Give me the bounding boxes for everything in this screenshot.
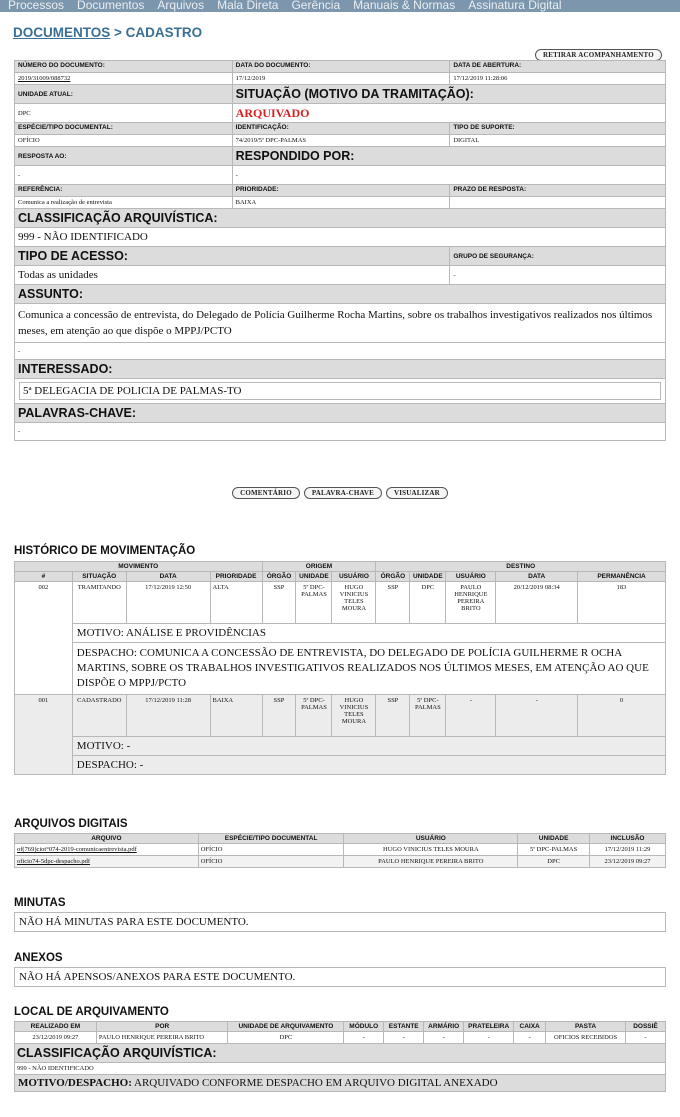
cell: PAULO HENRIQUE PEREIRA BRITO	[446, 582, 496, 624]
cell: 5ª DPC-PALMAS	[296, 582, 332, 624]
prioridade-value: BAIXA	[232, 197, 450, 209]
cell: HUGO VINICIUS TELES MOURA	[332, 582, 376, 624]
ident-value: 74/2019/5ª DPC-PALMAS	[232, 135, 450, 147]
col-pasta: PASTA	[546, 1022, 626, 1032]
col-num: #	[15, 572, 73, 582]
nav-documentos[interactable]: Documentos	[77, 0, 145, 12]
col-arquivo: ARQUIVO	[15, 834, 199, 844]
cell: -	[625, 1032, 665, 1044]
cell: 5ª DPC-PALMAS	[296, 695, 332, 737]
cell: -	[344, 1032, 384, 1044]
top-nav	[0, 0, 680, 12]
minutas-title: MINUTAS	[14, 897, 66, 909]
col-dossie: DOSSIÊ	[625, 1022, 665, 1032]
numero-link[interactable]: 2019/31009/088732	[18, 75, 71, 82]
cell: OFICIOS RECEBIDOS	[546, 1032, 626, 1044]
cell: DPC	[518, 856, 590, 868]
local-motivo	[15, 1075, 666, 1092]
group-destino: DESTINO	[376, 562, 666, 572]
document-details	[14, 60, 666, 441]
arquivo-link[interactable]: oficio74-5dpc-despacho.pdf	[17, 858, 91, 865]
acesso-label: TIPO DE ACESSO:	[15, 247, 450, 266]
cell: 5ª DPC-PALMAS	[518, 844, 590, 856]
suporte-label: TIPO DE SUPORTE:	[450, 123, 666, 135]
resposta-label: RESPOSTA AO:	[15, 147, 233, 166]
especie-value: OFÍCIO	[15, 135, 233, 147]
cell: DPC	[228, 1032, 344, 1044]
abertura-label: DATA DE ABERTURA:	[450, 61, 666, 73]
col-prioridade: PRIORIDADE	[210, 572, 262, 582]
classificacao-value: 999 - NÃO IDENTIFICADO	[15, 228, 666, 247]
motivo-text: MOTIVO: -	[72, 737, 665, 756]
prazo-value	[450, 197, 666, 209]
arquivos-table	[14, 833, 666, 868]
assunto-extra: -	[15, 343, 666, 360]
cell: CADASTRADO	[72, 695, 126, 737]
cell: 23/12/2019 09:27	[590, 856, 666, 868]
cell: 23/12/2019 09:27	[15, 1032, 97, 1044]
local-title: LOCAL DE ARQUIVAMENTO	[14, 1006, 169, 1018]
respondido-label: RESPONDIDO POR:	[232, 147, 665, 166]
cell: -	[384, 1032, 424, 1044]
despacho-text: DESPACHO: COMUNICA A CONCESSÃO DE ENTREVISTA, DO DELEGADO DE POLÍCIA GUILHERME R OCHA MARTINS, SOBRE OS TRABALHOS INVESTIGATIVOS REALIZADOS NOS ÚLTIMOS MESES, EM ATENÇÃO AO QUE DISPÕE O MPPJ/PCTO	[72, 643, 665, 695]
nav-processos[interactable]: Processos	[8, 0, 65, 12]
ident-label: IDENTIFICAÇÃO:	[232, 123, 450, 135]
respondido-value: -	[232, 166, 665, 185]
local-table	[14, 1021, 666, 1092]
table-row	[15, 695, 666, 737]
col-armario: ARMÁRIO	[424, 1022, 464, 1032]
cell: 183	[578, 582, 666, 624]
col-data: DATA	[126, 572, 210, 582]
referencia-label: REFERÊNCIA:	[15, 185, 233, 197]
situacao-value: ARQUIVADO	[235, 106, 310, 120]
col-unidade: UNIDADE	[518, 834, 590, 844]
nav-assinatura[interactable]: Assinatura Digital	[468, 0, 562, 12]
table-row	[15, 582, 666, 624]
prazo-label: PRAZO DE RESPOSTA:	[450, 185, 666, 197]
abertura-value: 17/12/2019 11:28:06	[450, 73, 666, 85]
arquivos-title: ARQUIVOS DIGITAIS	[14, 818, 128, 830]
col-orgao-origem: ÓRGÃO	[262, 572, 296, 582]
col-por: POR	[96, 1022, 228, 1032]
cell: 17/12/2019 12:50	[126, 582, 210, 624]
cell: SSP	[262, 582, 296, 624]
cell: -	[464, 1032, 514, 1044]
grupo-label: GRUPO DE SEGURANÇA:	[450, 247, 666, 266]
cell: PAULO HENRIQUE PEREIRA BRITO	[96, 1032, 228, 1044]
historico-title: HISTÓRICO DE MOVIMENTAÇÃO	[14, 545, 196, 557]
assunto-label: ASSUNTO:	[15, 285, 666, 304]
anexos-title: ANEXOS	[14, 952, 63, 964]
historico-table	[14, 561, 666, 775]
col-permanencia: PERMANÊNCIA	[578, 572, 666, 582]
local-classif-label: CLASSIFICAÇÃO ARQUIVÍSTICA:	[15, 1044, 666, 1063]
cell: 17/12/2019 11:29	[590, 844, 666, 856]
breadcrumb-documentos-link[interactable]: DOCUMENTOS	[13, 25, 111, 40]
resposta-value: -	[15, 166, 233, 185]
cell: 20/12/2019 08:34	[496, 582, 578, 624]
palavras-value: -	[15, 423, 666, 441]
cell: -	[446, 695, 496, 737]
cell: BAIXA	[210, 695, 262, 737]
comentario-button[interactable]: COMENTÁRIO	[232, 487, 300, 499]
local-motivo-label: MOTIVO/DESPACHO:	[18, 1077, 132, 1089]
cell: 001	[15, 695, 73, 775]
table-row	[15, 844, 666, 856]
cell: HUGO VINICIUS TELES MOURA	[344, 844, 518, 856]
especie-label: ESPÉCIE/TIPO DOCUMENTAL:	[15, 123, 233, 135]
col-orgao-destino: ÓRGÃO	[376, 572, 410, 582]
cell: -	[514, 1032, 546, 1044]
table-row	[15, 856, 666, 868]
cell: PAULO HENRIQUE PEREIRA BRITO	[344, 856, 518, 868]
col-data-destino: DATA	[496, 572, 578, 582]
despacho-text: DESPACHO: -	[72, 756, 665, 775]
cell: HUGO VINICIUS TELES MOURA	[332, 695, 376, 737]
nav-gerencia[interactable]: Gerência	[291, 0, 341, 12]
palavras-label: PALAVRAS-CHAVE:	[15, 404, 666, 423]
minutas-text: NÃO HÁ MINUTAS PARA ESTE DOCUMENTO.	[14, 912, 666, 932]
interessado-label: INTERESSADO:	[15, 360, 666, 379]
cell: 002	[15, 582, 73, 695]
retirar-acompanhamento-button[interactable]: RETIRAR ACOMPANHAMENTO	[535, 49, 662, 61]
prioridade-label: PRIORIDADE:	[232, 185, 450, 197]
local-motivo-value: ARQUIVADO CONFORME DESPACHO EM ARQUIVO DIGITAL ANEXADO	[131, 1077, 498, 1089]
cell: SSP	[262, 695, 296, 737]
col-inclusao: INCLUSÃO	[590, 834, 666, 844]
situacao-label: SITUAÇÃO (MOTIVO DA TRAMITAÇÃO):	[232, 85, 665, 104]
acesso-value: Todas as unidades	[15, 266, 450, 285]
visualizar-button[interactable]: VISUALIZAR	[386, 487, 448, 499]
classificacao-label: CLASSIFICAÇÃO ARQUIVÍSTICA:	[15, 209, 666, 228]
interessado-value: 5ª DELEGACIA DE POLICIA DE PALMAS-TO	[19, 382, 661, 400]
data-doc-label: DATA DO DOCUMENTO:	[232, 61, 450, 73]
nav-mala-direta[interactable]: Mala Direta	[217, 0, 279, 12]
cell: OFÍCIO	[198, 844, 344, 856]
action-buttons	[0, 482, 680, 500]
col-caixa: CAIXA	[514, 1022, 546, 1032]
cell: 17/12/2019 11:28	[126, 695, 210, 737]
referencia-value: Comunica a realização de entrevista	[15, 197, 233, 209]
col-prateleira: PRATELEIRA	[464, 1022, 514, 1032]
col-usuario: USUÁRIO	[344, 834, 518, 844]
col-especie: ESPÉCIE/TIPO DOCUMENTAL	[198, 834, 344, 844]
breadcrumb-current: CADASTRO	[125, 25, 203, 40]
col-realizado: REALIZADO EM	[15, 1022, 97, 1032]
unidade-label: UNIDADE ATUAL:	[15, 85, 233, 104]
cell: SSP	[376, 582, 410, 624]
suporte-value: DIGITAL	[450, 135, 666, 147]
group-movimento: MOVIMENTO	[15, 562, 263, 572]
grupo-value: -	[450, 266, 666, 285]
local-classif-value: 999 - NÃO IDENTIFICADO	[15, 1063, 666, 1075]
col-unidade-arq: UNIDADE DE ARQUIVAMENTO	[228, 1022, 344, 1032]
table-row	[15, 1032, 666, 1044]
cell: SSP	[376, 695, 410, 737]
nav-arquivos[interactable]: Arquivos	[157, 0, 205, 12]
col-usuario-origem: USUÁRIO	[332, 572, 376, 582]
group-origem: ORIGEM	[262, 562, 376, 572]
breadcrumb	[13, 25, 202, 40]
palavra-chave-button[interactable]: PALAVRA-CHAVE	[304, 487, 382, 499]
col-usuario-destino: USUÁRIO	[446, 572, 496, 582]
anexos-text: NÃO HÁ APENSOS/ANEXOS PARA ESTE DOCUMENTO.	[14, 967, 666, 987]
col-unidade-origem: UNIDADE	[296, 572, 332, 582]
col-situacao: SITUAÇÃO	[72, 572, 126, 582]
cell: DPC	[410, 582, 446, 624]
cell: OFÍCIO	[198, 856, 344, 868]
data-doc-value: 17/12/2019	[232, 73, 450, 85]
cell: ALTA	[210, 582, 262, 624]
numero-label: NÚMERO DO DOCUMENTO:	[15, 61, 233, 73]
assunto-value: Comunica a concessão de entrevista, do Delegado de Polícia Guilherme Rocha Martins, sobre os trabalhos investigativos realizados nos últimos meses, em atenção ao que dispõe o MPPJ/PCTO	[15, 304, 666, 343]
cell: 0	[578, 695, 666, 737]
col-modulo: MÓDULO	[344, 1022, 384, 1032]
col-unidade-destino: UNIDADE	[410, 572, 446, 582]
col-estante: ESTANTE	[384, 1022, 424, 1032]
cell: -	[496, 695, 578, 737]
motivo-text: MOTIVO: ANÁLISE E PROVIDÊNCIAS	[72, 624, 665, 643]
unidade-value: DPC	[15, 104, 233, 123]
nav-manuais[interactable]: Manuais & Normas	[353, 0, 456, 12]
cell: 5ª DPC-PALMAS	[410, 695, 446, 737]
arquivo-link[interactable]: of(769)ciot°074-2019-comunicaentrevista.pdf	[17, 846, 137, 853]
cell: -	[424, 1032, 464, 1044]
cell: TRAMITANDO	[72, 582, 126, 624]
breadcrumb-separator: >	[110, 25, 126, 40]
